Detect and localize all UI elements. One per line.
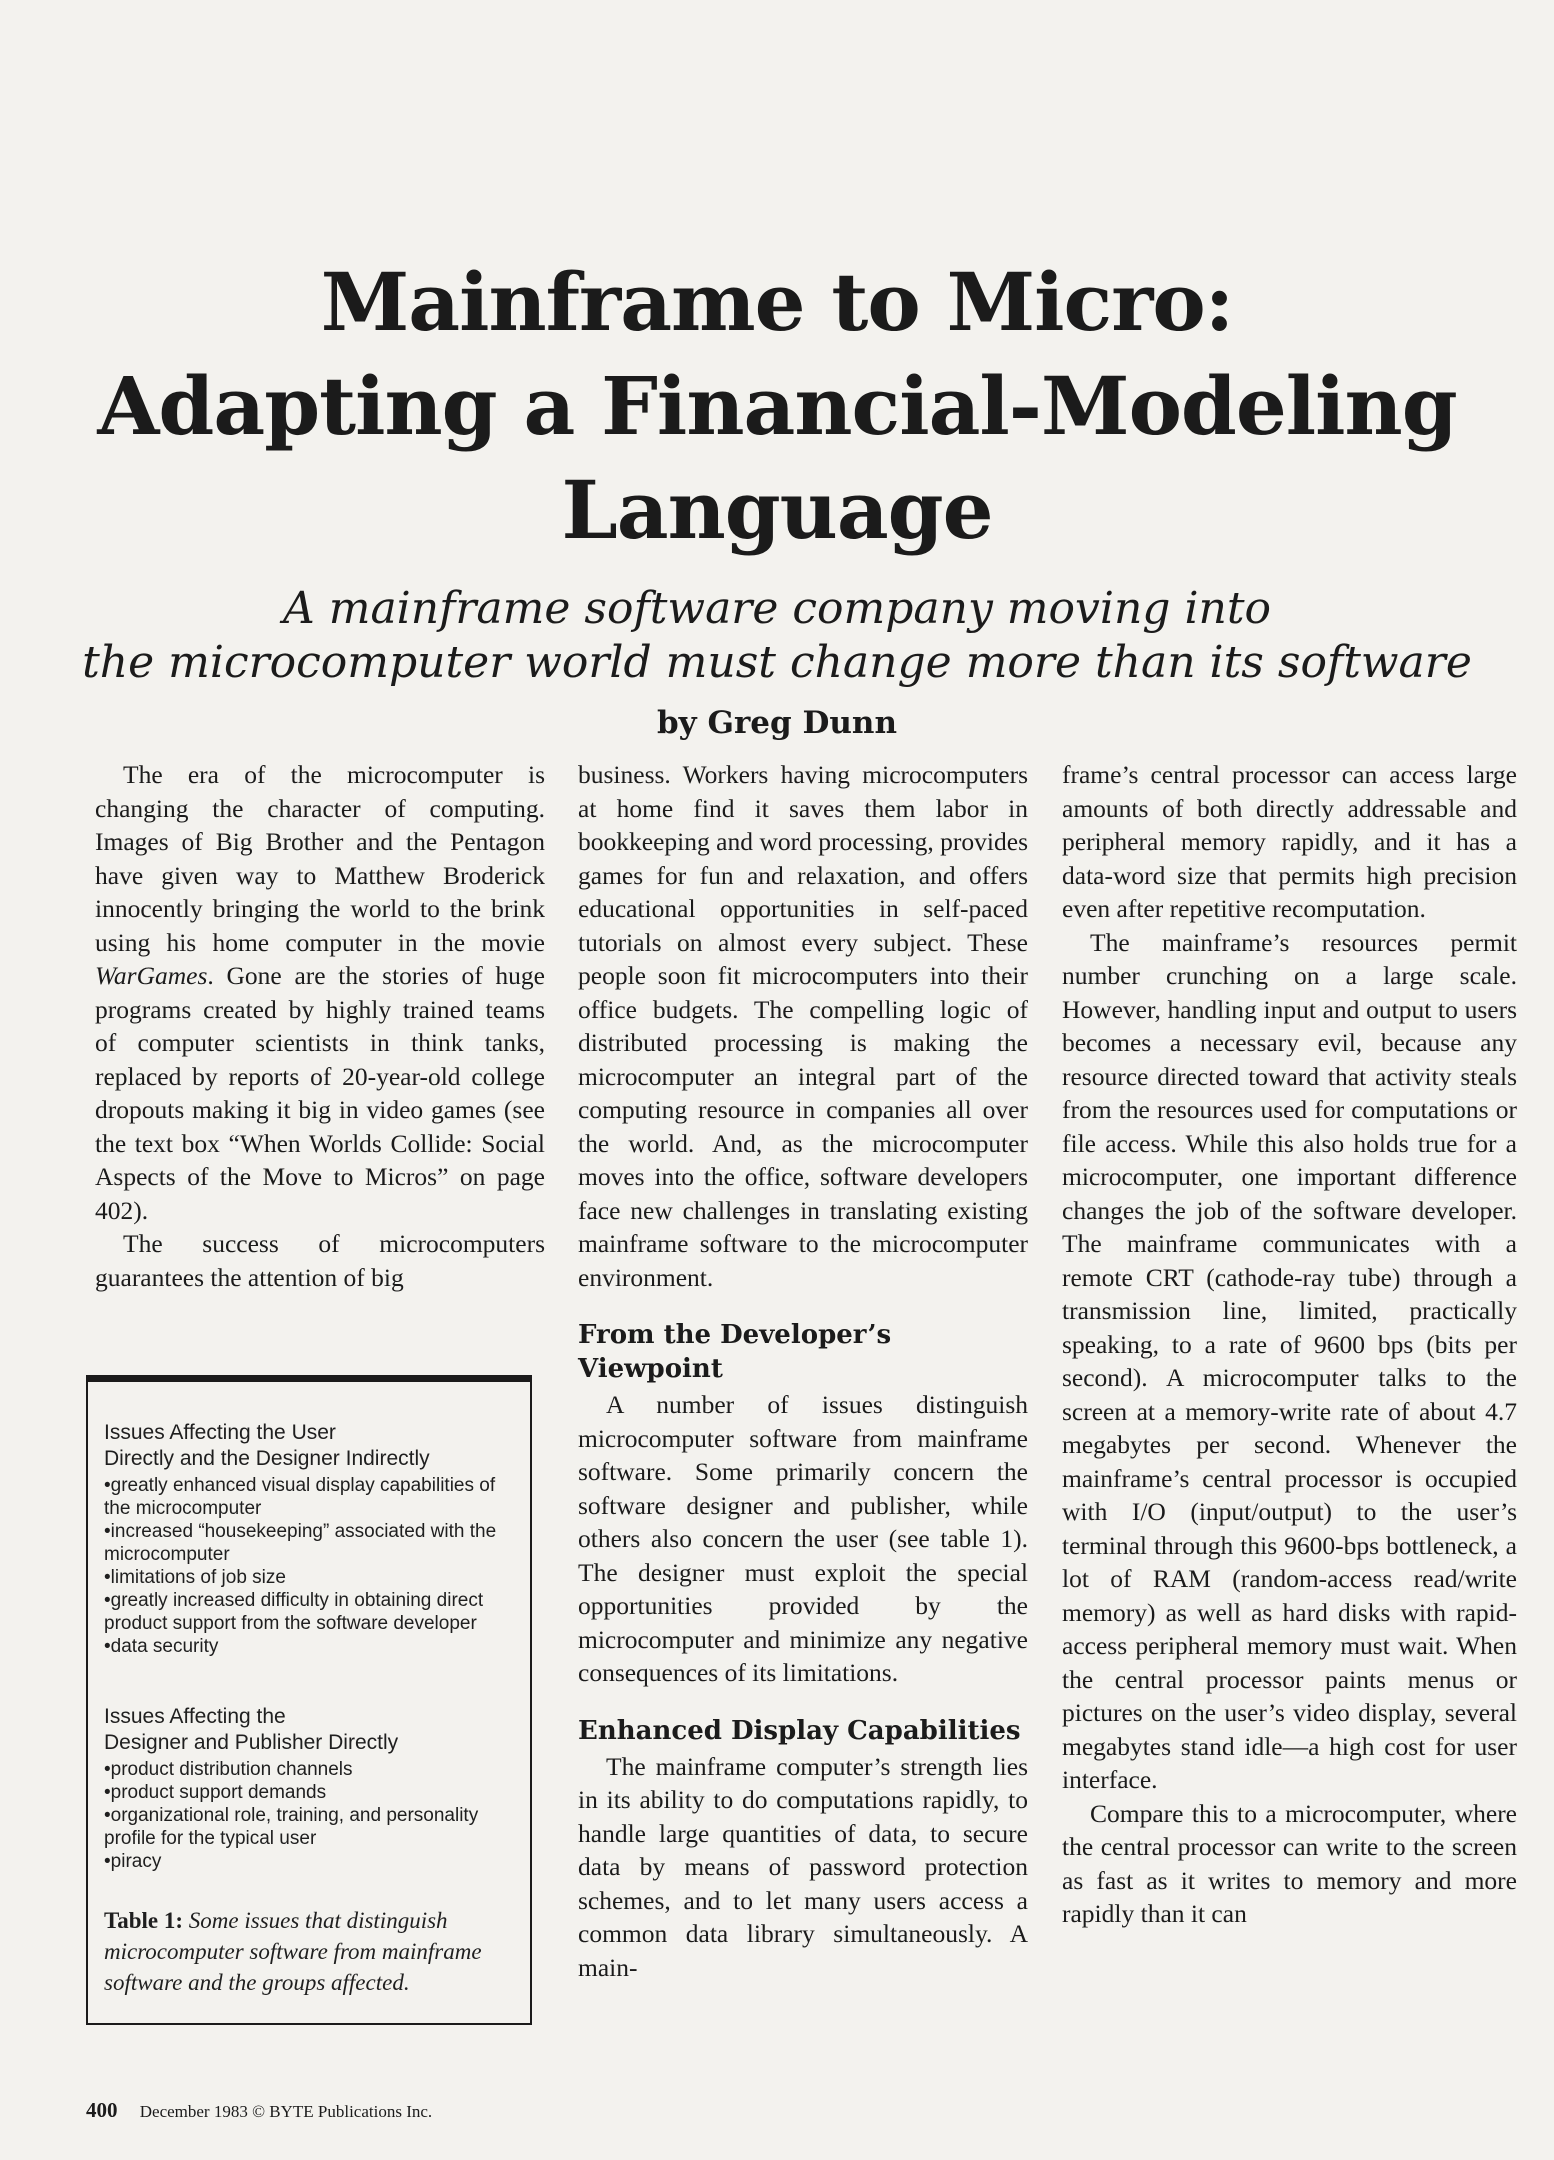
- caption-text: Some issues that distinguish microcomputer software from mainframe software and the groups affected.: [104, 1908, 482, 1995]
- title-line-3: Language: [561, 463, 993, 557]
- group-2-heading: [104, 1704, 516, 1756]
- movie-title: WarGames: [95, 961, 208, 990]
- footer-text: December 1983 © BYTE Publications Inc.: [139, 2102, 433, 2121]
- table-1-box: [86, 1375, 532, 2025]
- heading-line: Issues Affecting the: [104, 1705, 286, 1728]
- list-item: •increased “housekeeping” associated with the microcomputer: [104, 1521, 497, 1565]
- column-2: [578, 758, 1028, 1984]
- list-item: •product distribution channels: [104, 1759, 353, 1780]
- title-line-1: Mainframe to Micro:: [320, 255, 1234, 349]
- table-caption: [104, 1905, 516, 1998]
- column-1: [95, 758, 545, 1294]
- table-group-1: [104, 1420, 516, 1658]
- paragraph: business. Workers having microcomputers at home find it saves them labor in bookkeeping and word processing, provides games for fun and relaxation, and offers educational opportunities in self-paced tutorials on almost every subject. These people soon fit microcomputers into their office budgets. The compelling logic of distributed processing is making the microcomputer an integral part of the computing resource in companies all over the world. And, as the microcomputer moves into the office, software developers face new challenges in translating existing mainframe software to the microcomputer environment.: [578, 760, 1028, 1292]
- section-heading-developers-viewpoint: From the Developer’s Viewpoint: [578, 1320, 892, 1384]
- paragraph: Compare this to a microcomputer, where the central processor can write to the screen as fast as it writes to memory and more rapidly than it can: [1062, 1798, 1517, 1928]
- list-item: •greatly increased difficulty in obtaining direct product support from the software developer: [104, 1590, 484, 1634]
- article-subtitle: [0, 582, 1554, 690]
- paragraph: The success of microcomputers guarantees the attention of big: [95, 1229, 545, 1292]
- list-item: •greatly enhanced visual display capabilities of the microcomputer: [104, 1475, 496, 1519]
- paragraph: The mainframe’s resources permit number crunching on a large scale. However, handling input and output to users becomes a necessary evil, because any resource directed toward that activity steals from the resources used for computations or file access. While this also holds true for a microcomputer, one important difference changes the job of the software developer. The mainframe communicates with a remote CRT (cathode-ray tube) through a transmission line, limited, practically speaking, to a rate of 9600 bps (bits per second). A microcomputer talks to the screen at a memory-write rate of about 4.7 megabytes per second. Whenever the mainframe’s central processor is occupied with I/O (input/output) to the user’s terminal through this 9600-bps bottleneck, a lot of RAM (random-access read/write memory) as well as hard disks with rapid-access peripheral memory must wait. When the central processor paints menus or pictures on the user’s video display, several megabytes stand idle—a high cost for user interface.: [1062, 927, 1517, 1794]
- heading-line: Issues Affecting the User: [104, 1421, 336, 1444]
- byline: by Greg Dunn: [657, 705, 897, 741]
- table-group-2: [104, 1704, 516, 1873]
- page-footer: [86, 2098, 432, 2123]
- paragraph: [95, 758, 545, 1227]
- list-item: •organizational role, training, and personality profile for the typical user: [104, 1805, 479, 1849]
- paragraph: frame’s central processor can access large amounts of both directly addressable and peripheral memory rapidly, and it has a data-word size that permits high precision even after repetitive recomputation.: [1062, 760, 1517, 923]
- heading-line: Designer and Publisher Directly: [104, 1731, 399, 1754]
- page-number: 400: [86, 2098, 118, 2122]
- list-item: •data security: [104, 1636, 219, 1657]
- text-run: The era of the microcomputer is changing the character of computing. Images of Big Brother and the Pentagon have given way to Matthew Broderick innocently bringing the world to the brink using his home computer in the movie: [95, 760, 545, 957]
- column-3: [1062, 758, 1517, 1931]
- group-1-items: [104, 1474, 516, 1658]
- group-2-items: [104, 1758, 516, 1873]
- paragraph: A number of issues distinguish microcomputer software from mainframe software. Some primarily concern the software designer and publisher, while others also concern the user (see table 1). The designer must exploit the special opportunities provided by the microcomputer and minimize any negative consequences of its limitations.: [578, 1390, 1028, 1687]
- list-item: •limitations of job size: [104, 1567, 286, 1588]
- paragraph: The mainframe computer’s strength lies in its ability to do computations rapidly, to handle large quantities of data, to secure data by means of password protection schemes, and to let many users access a common data library simultaneously. A main-: [578, 1751, 1028, 1982]
- subtitle-line-1: A mainframe software company moving into: [282, 583, 1272, 634]
- title-line-2: Adapting a Financial-Modeling: [97, 359, 1457, 453]
- section-heading-enhanced-display: Enhanced Display Capabilities: [578, 1715, 1021, 1746]
- list-item: •piracy: [104, 1851, 162, 1872]
- heading-line: Directly and the Designer Indirectly: [104, 1447, 430, 1470]
- text-run: . Gone are the stories of huge programs created by highly trained teams of computer scientists in think tanks, replaced by reports of 20-year-old college dropouts making it big in video games (see the text box “When Worlds Collide: Social Aspects of the Move to Micros” on page 402).: [95, 961, 545, 1225]
- list-item: •product support demands: [104, 1782, 327, 1803]
- subtitle-line-2: the microcomputer world must change more than its software: [82, 637, 1472, 688]
- caption-label: Table 1:: [104, 1908, 184, 1933]
- group-1-heading: [104, 1420, 516, 1472]
- article-title: [0, 250, 1554, 562]
